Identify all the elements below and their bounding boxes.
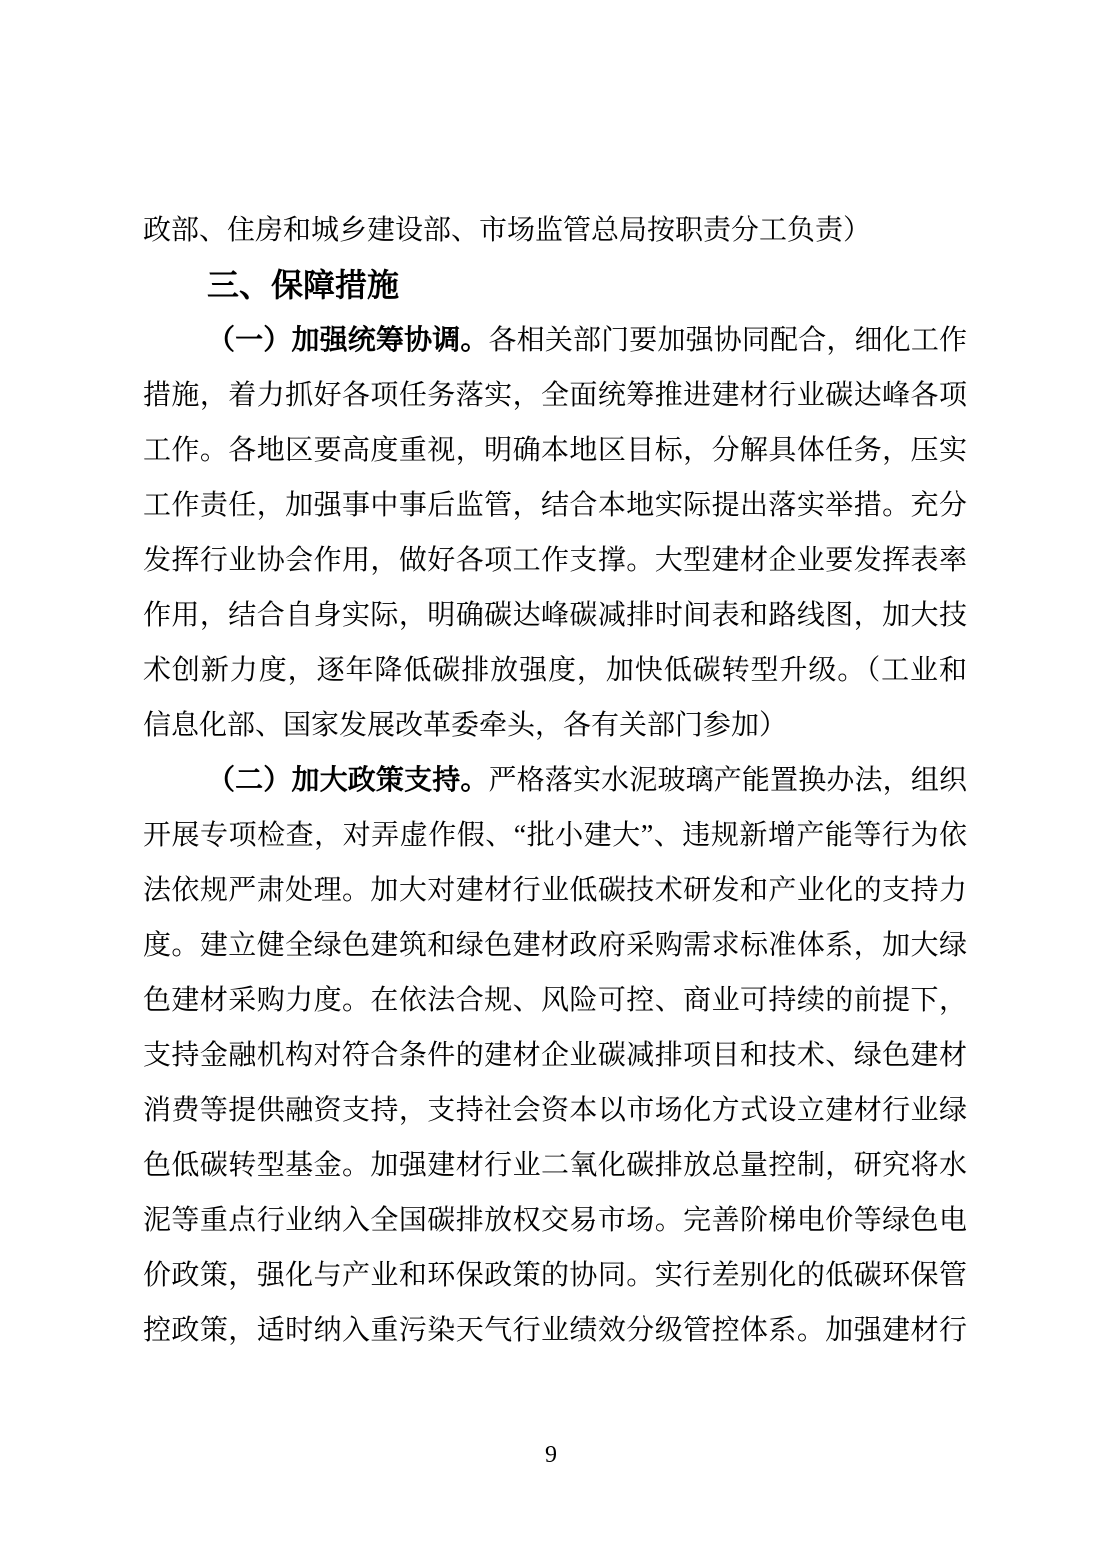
paragraph-continuation-line <box>143 203 967 258</box>
text-line <box>143 1028 967 1083</box>
subsection-2-first-line <box>143 753 967 808</box>
text-line <box>143 588 967 643</box>
document-body <box>143 203 967 1358</box>
text-segment: 法依规严肃处理。加大对建材行业低碳技术研发和产业化的支持力 <box>143 875 967 906</box>
text-line <box>143 863 967 918</box>
bold-text-segment: 三、保障措施 <box>207 267 400 303</box>
text-segment: 控政策，适时纳入重污染天气行业绩效分级管控体系。加强建材行 <box>143 1315 967 1346</box>
text-segment: 发挥行业协会作用，做好各项工作支撑。大型建材企业要发挥表率 <box>143 545 967 576</box>
text-segment: 术创新力度，逐年降低碳排放强度，加快低碳转型升级。（工业和 <box>143 655 967 686</box>
text-line <box>143 1248 967 1303</box>
text-line <box>143 1303 967 1358</box>
subsection-1-first-line <box>143 313 967 368</box>
text-line <box>143 478 967 533</box>
text-segment: 政部、住房和城乡建设部、市场监管总局按职责分工负责） <box>143 215 872 246</box>
text-line <box>143 808 967 863</box>
text-segment: 价政策，强化与产业和环保政策的协同。实行差别化的低碳环保管 <box>143 1260 967 1291</box>
text-line <box>143 533 967 588</box>
text-line <box>143 1193 967 1248</box>
text-line <box>143 1138 967 1193</box>
text-segment: 严格落实水泥玻璃产能置换办法，组织 <box>488 765 967 796</box>
text-line <box>143 973 967 1028</box>
section-heading <box>143 258 967 313</box>
text-line <box>143 1083 967 1138</box>
text-segment: 作用，结合自身实际，明确碳达峰碳减排时间表和路线图，加大技 <box>143 600 967 631</box>
text-segment: 工作。各地区要高度重视，明确本地区目标，分解具体任务，压实 <box>143 435 967 466</box>
text-segment: 工作责任，加强事中事后监管，结合本地实际提出落实举措。充分 <box>143 490 967 521</box>
text-line <box>143 643 967 698</box>
text-segment: 各相关部门要加强协同配合，细化工作 <box>488 325 967 356</box>
text-segment: 开展专项检查，对弄虚作假、“批小建大”、违规新增产能等行为依 <box>143 820 967 851</box>
text-segment: 措施，着力抓好各项任务落实，全面统筹推进建材行业碳达峰各项 <box>143 380 967 411</box>
page-number: 9 <box>545 1442 557 1468</box>
bold-text-segment: （一）加强统筹协调。 <box>207 325 489 356</box>
bold-text-segment: （二）加大政策支持。 <box>207 765 489 796</box>
paragraph-last-line <box>143 698 967 753</box>
text-line <box>143 918 967 973</box>
text-segment: 色低碳转型基金。加强建材行业二氧化碳排放总量控制，研究将水 <box>143 1150 967 1181</box>
text-line <box>143 423 967 478</box>
text-segment: 度。建立健全绿色建筑和绿色建材政府采购需求标准体系，加大绿 <box>143 930 967 961</box>
text-segment: 泥等重点行业纳入全国碳排放权交易市场。完善阶梯电价等绿色电 <box>143 1205 967 1236</box>
text-segment: 色建材采购力度。在依法合规、风险可控、商业可持续的前提下， <box>143 985 967 1016</box>
text-segment: 支持金融机构对符合条件的建材企业碳减排项目和技术、绿色建材 <box>143 1040 967 1071</box>
text-segment: 信息化部、国家发展改革委牵头，各有关部门参加） <box>143 710 788 741</box>
text-segment: 消费等提供融资支持，支持社会资本以市场化方式设立建材行业绿 <box>143 1095 967 1126</box>
text-line <box>143 368 967 423</box>
